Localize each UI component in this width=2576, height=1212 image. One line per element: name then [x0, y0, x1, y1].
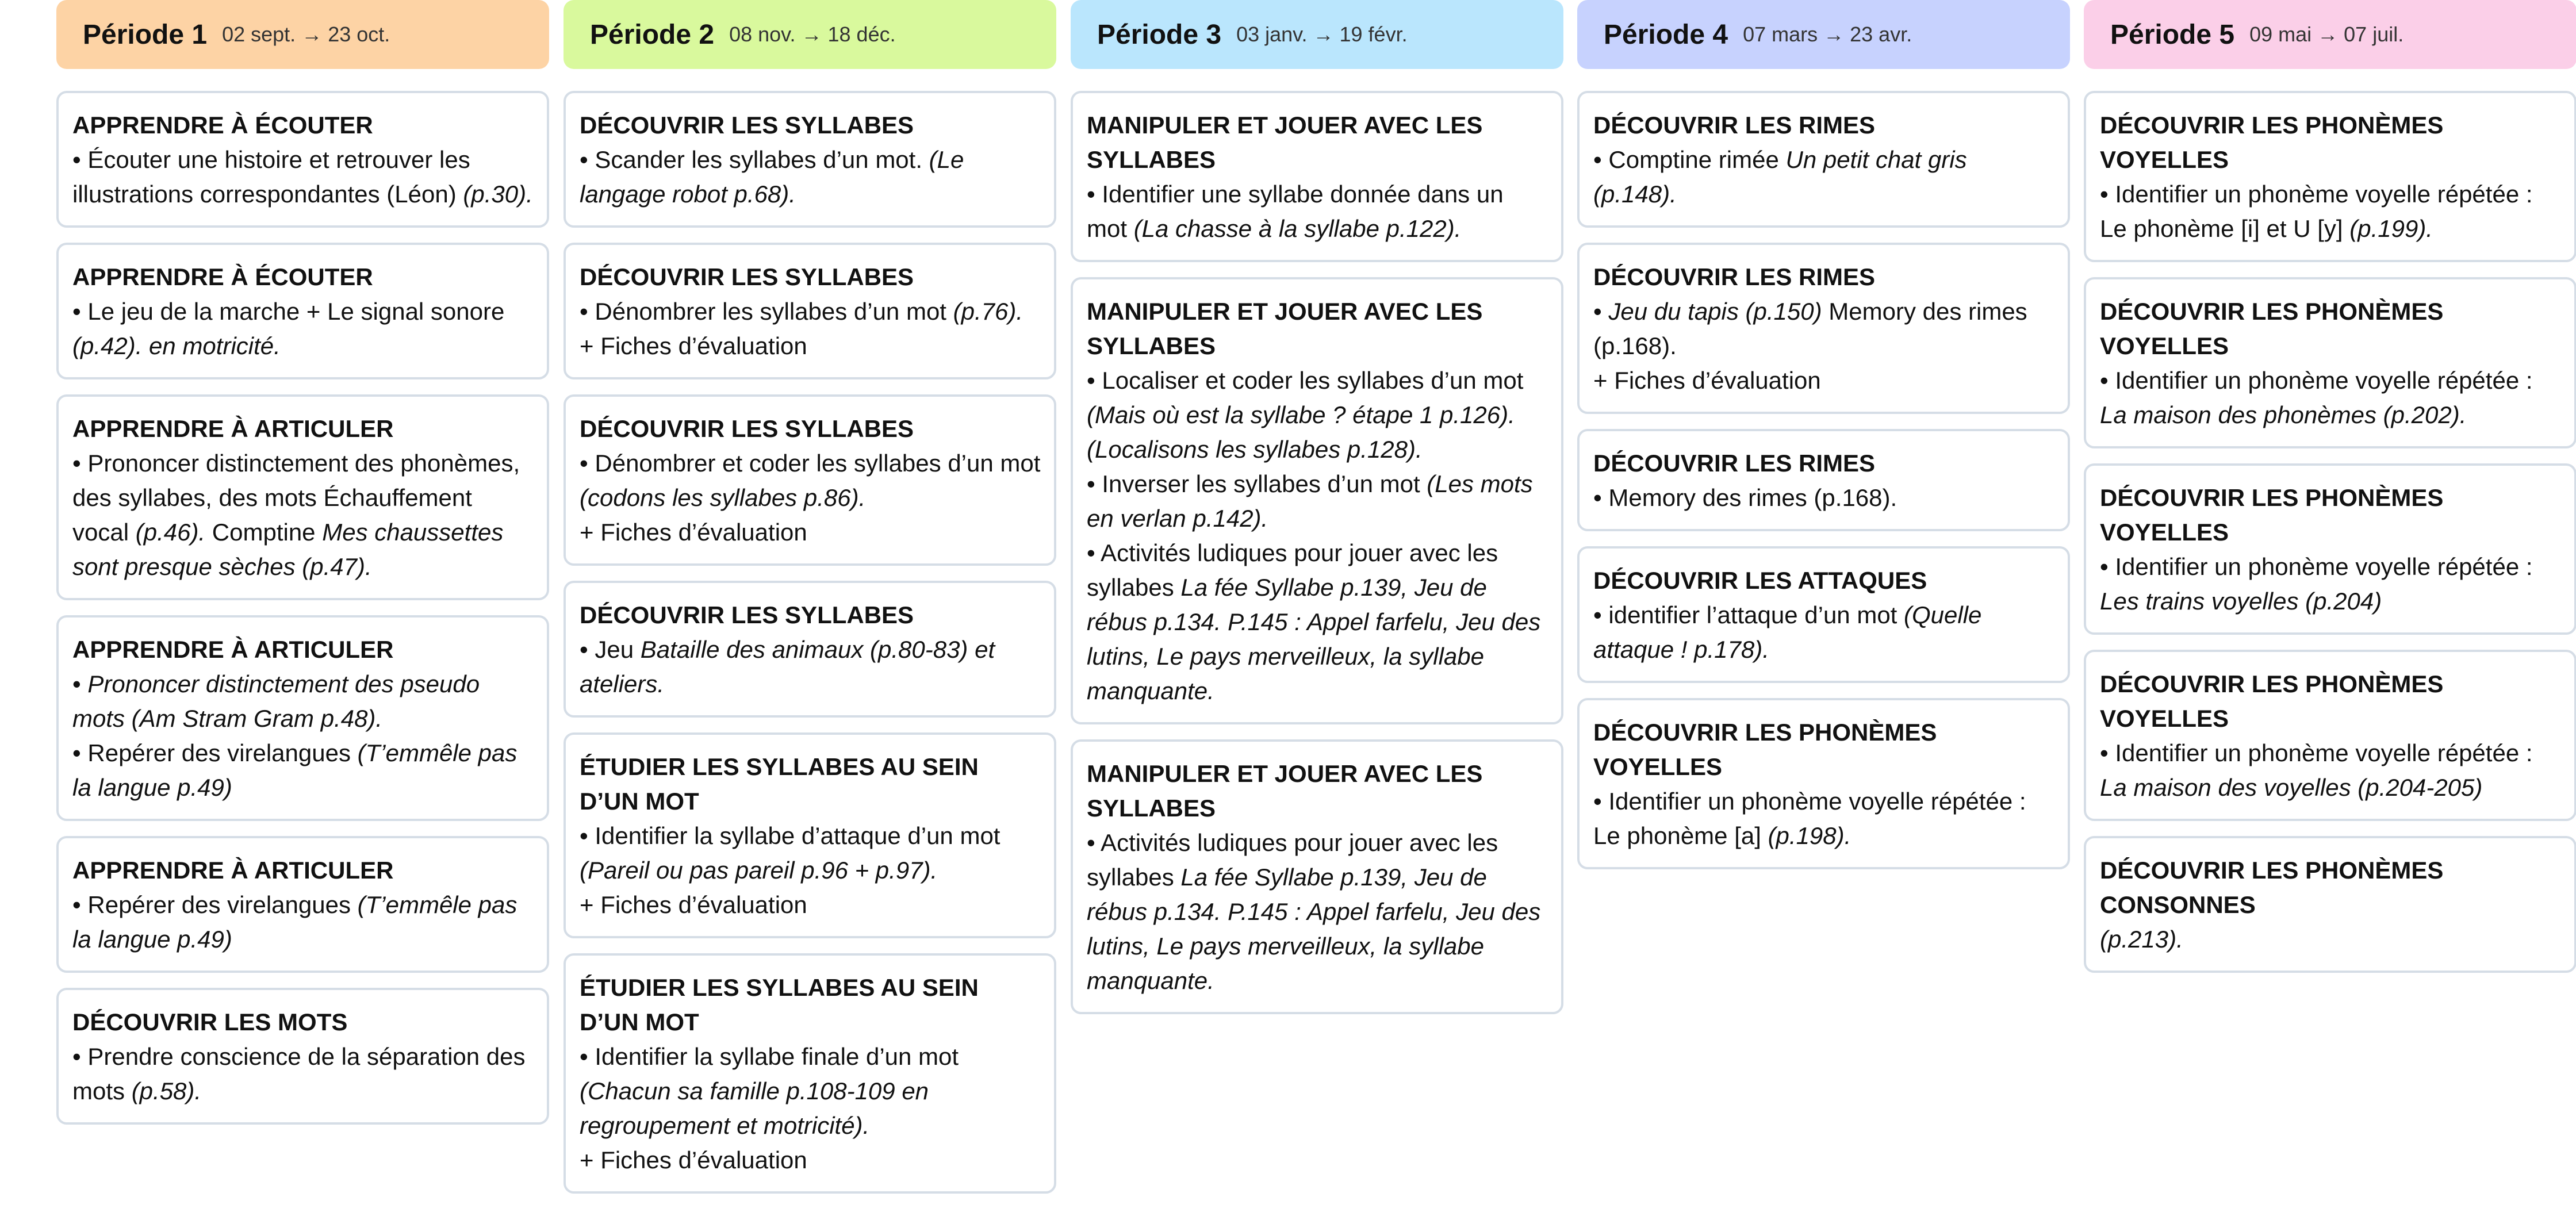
period-column-2: [564, 0, 1056, 1194]
lesson-card-line: [1593, 363, 2055, 398]
period-column-5: [2084, 0, 2576, 973]
lesson-card: [2084, 277, 2576, 448]
lesson-card: [2084, 836, 2576, 973]
body-text: • Identifier la syllabe finale d’un mot: [580, 1043, 959, 1070]
lesson-card: [56, 615, 549, 821]
body-text: Le phonème [i] et U [y]: [2100, 215, 2350, 242]
reference-text: Un petit chat gris (p.148).: [1593, 146, 1967, 208]
lesson-card: [1577, 429, 2070, 531]
lesson-card-title: MANIPULER ET JOUER AVEC LES SYLLABES: [1087, 112, 1483, 173]
reference-text: (codons les syllabes p.86).: [580, 484, 866, 511]
lesson-card-title: APPRENDRE À ÉCOUTER: [72, 112, 373, 139]
lesson-card-line: [1593, 598, 2055, 667]
reference-text: (p.198).: [1768, 822, 1851, 849]
lesson-card-line: [580, 632, 1041, 701]
lesson-card-line: [2100, 770, 2562, 805]
period-dates: 08 nov. → 18 déc.: [729, 22, 896, 46]
lesson-card: [56, 91, 549, 228]
lesson-card-title: APPRENDRE À ARTICULER: [72, 636, 394, 663]
lesson-card-line: [72, 888, 534, 957]
body-text: + Fiches d’évaluation: [1593, 367, 1821, 394]
lesson-card: [1071, 91, 1563, 262]
lesson-card: [56, 394, 549, 600]
body-text: + Fiches d’évaluation: [580, 332, 807, 359]
body-text: •: [72, 670, 88, 697]
lesson-card-line: [1593, 819, 2055, 853]
lesson-card-line: [2100, 363, 2562, 398]
body-text: • identifier l’attaque d’un mot: [1593, 601, 1904, 628]
lesson-card-title: DÉCOUVRIR LES SYLLABES: [580, 601, 914, 628]
lesson-card: [1577, 91, 2070, 228]
period-dates: 03 janv. → 19 févr.: [1236, 22, 1408, 46]
lesson-card-title: MANIPULER ET JOUER AVEC LES SYLLABES: [1087, 298, 1483, 359]
lesson-card-line: [580, 446, 1041, 515]
body-text: + Fiches d’évaluation: [580, 519, 807, 546]
period-dates: 02 sept. → 23 oct.: [222, 22, 390, 46]
body-text: • Dénombrer les syllabes d’un mot: [580, 298, 953, 325]
lesson-card-title: ÉTUDIER LES SYLLABES AU SEIN D’UN MOT: [580, 974, 979, 1035]
body-text: • Activités ludiques pour jouer avec les syllabes: [1087, 829, 1498, 891]
period-header: [2084, 0, 2576, 69]
lesson-card: [564, 581, 1056, 718]
reference-text: La maison des voyelles (p.204-205): [2100, 774, 2483, 801]
lesson-card-line: [1593, 481, 2055, 515]
period-column-4: [1577, 0, 2070, 869]
reference-text: La fée Syllabe p.139, Jeu de rébus p.134. P.145 : Appel farfelu, Jeu des lutins, Le pays merveilleux, la syllabe manquante.: [1087, 864, 1541, 994]
lesson-card-line: [1087, 826, 1548, 998]
lesson-card-line: [2100, 736, 2562, 770]
lesson-card: [564, 91, 1056, 228]
lesson-card-title: DÉCOUVRIR LES PHONÈMES VOYELLES: [1593, 719, 1937, 780]
card-list: [564, 91, 1056, 1194]
body-text: • Repérer des virelangues: [72, 891, 358, 918]
period-dates: 07 mars → 23 avr.: [1743, 22, 1912, 46]
reference-text: (p.30).: [463, 181, 533, 208]
lesson-card-title: DÉCOUVRIR LES PHONÈMES VOYELLES: [2100, 298, 2444, 359]
reference-text: (p.42). en motricité.: [72, 332, 281, 359]
lesson-card-line: [72, 667, 534, 736]
reference-text: La maison des phonèmes (p.202).: [2100, 401, 2467, 428]
reference-text: (p.213).: [2100, 926, 2183, 953]
lesson-card-title: DÉCOUVRIR LES RIMES: [1593, 112, 1876, 139]
body-text: • Prendre conscience de la séparation des mots: [72, 1043, 526, 1104]
lesson-card-line: [580, 1143, 1041, 1178]
lesson-card-line: [72, 143, 534, 212]
lesson-card-title: DÉCOUVRIR LES RIMES: [1593, 450, 1876, 477]
reference-text: Mes chaussettes sont presque sèches (p.47).: [72, 519, 504, 580]
lesson-card: [56, 836, 549, 973]
reference-text: (Le langage robot p.68).: [580, 146, 964, 208]
period-title: Période 2: [590, 19, 715, 50]
lesson-card-line: [2100, 398, 2562, 432]
lesson-card-title: DÉCOUVRIR LES PHONÈMES VOYELLES: [2100, 484, 2444, 546]
body-text: • Inverser les syllabes d’un mot: [1087, 470, 1427, 497]
lesson-card-title: DÉCOUVRIR LES SYLLABES: [580, 415, 914, 442]
reference-text: (p.199).: [2349, 215, 2433, 242]
lesson-card: [56, 243, 549, 379]
lesson-card: [56, 988, 549, 1125]
lesson-card-line: [2100, 550, 2562, 584]
body-text: • Identifier la syllabe d’attaque d’un mot: [580, 822, 1000, 849]
lesson-card-title: DÉCOUVRIR LES ATTAQUES: [1593, 567, 1927, 594]
body-text: • Le jeu de la marche + Le signal sonore: [72, 298, 505, 325]
lesson-card-line: [2100, 212, 2562, 246]
reference-text: (p.46).: [135, 519, 206, 546]
body-text: • Activités ludiques pour jouer avec les syllabes: [1087, 539, 1498, 601]
body-text: + Fiches d’évaluation: [580, 891, 807, 918]
lesson-card-title: DÉCOUVRIR LES PHONÈMES VOYELLES: [2100, 670, 2444, 732]
reference-text: Les trains voyelles (p.204): [2100, 588, 2382, 615]
lesson-card: [1577, 243, 2070, 414]
body-text: • Localiser et coder les syllabes d’un mot: [1087, 367, 1524, 394]
reference-text: (Mais où est la syllabe ? étape 1 p.126). (Localisons les syllabes p.128).: [1087, 401, 1515, 463]
reference-text: (La chasse à la syllabe p.122).: [1133, 215, 1462, 242]
lesson-card-line: [1087, 177, 1548, 246]
lesson-card-line: [72, 446, 534, 584]
lesson-card-line: [580, 819, 1041, 888]
lesson-card: [564, 394, 1056, 566]
reference-text: (Les mots en verlan p.142).: [1087, 470, 1533, 532]
period-title: Période 1: [83, 19, 208, 50]
lesson-card-title: APPRENDRE À ÉCOUTER: [72, 263, 373, 290]
body-text: • Jeu: [580, 636, 641, 663]
body-text: • Memory des rimes (p.168).: [1593, 484, 1897, 511]
body-text: Le phonème [a]: [1593, 822, 1768, 849]
card-list: [1577, 91, 2070, 869]
lesson-card-title: DÉCOUVRIR LES PHONÈMES VOYELLES: [2100, 112, 2444, 173]
body-text: • Identifier un phonème voyelle répétée :: [2100, 181, 2533, 208]
period-column-3: [1071, 0, 1563, 1014]
reference-text: (Chacun sa famille p.108-109 en regroupement et motricité).: [580, 1077, 929, 1139]
reference-text: (Pareil ou pas pareil p.96 + p.97).: [580, 857, 938, 884]
body-text: • Repérer des virelangues: [72, 739, 358, 766]
period-header: [56, 0, 549, 69]
period-title: Période 5: [2110, 19, 2235, 50]
period-column-1: [56, 0, 549, 1125]
lesson-card-line: [72, 1040, 534, 1109]
lesson-card: [2084, 91, 2576, 262]
body-text: • Dénombrer et coder les syllabes d’un mot: [580, 450, 1041, 477]
body-text: • Identifier un phonème voyelle répétée :: [1593, 788, 2026, 815]
body-text: • Comptine rimée: [1593, 146, 1786, 173]
reference-text: La fée Syllabe p.139, Jeu de rébus p.134. P.145 : Appel farfelu, Jeu des lutins, Le pays merveilleux, la syllabe manquante.: [1087, 574, 1541, 704]
lesson-card-line: [1087, 536, 1548, 708]
lesson-card-line: [72, 294, 534, 363]
lesson-card: [1071, 739, 1563, 1014]
period-header: [564, 0, 1056, 69]
lesson-card-title: MANIPULER ET JOUER AVEC LES SYLLABES: [1087, 760, 1483, 822]
lesson-card-line: [1593, 294, 2055, 363]
lesson-card-line: [1593, 143, 2055, 212]
body-text: • Écouter une histoire et retrouver les illustrations correspondantes (Léon): [72, 146, 470, 208]
lesson-card-line: [580, 888, 1041, 922]
lesson-card-line: [2100, 177, 2562, 212]
lesson-card: [1071, 277, 1563, 724]
lesson-card-line: [1087, 467, 1548, 536]
lesson-card-line: [580, 515, 1041, 550]
lesson-card: [564, 953, 1056, 1194]
lesson-card: [564, 732, 1056, 938]
lesson-card-title: DÉCOUVRIR LES SYLLABES: [580, 112, 914, 139]
body-text: • Identifier une syllabe donnée dans un mot: [1087, 181, 1504, 242]
period-dates: 09 mai → 07 juil.: [2249, 22, 2404, 46]
period-title: Période 4: [1604, 19, 1728, 50]
reference-text: (T’emmêle pas la langue p.49): [72, 739, 518, 801]
body-text: • Identifier un phonème voyelle répétée :: [2100, 553, 2533, 580]
period-title: Période 3: [1097, 19, 1222, 50]
lesson-card: [1577, 546, 2070, 683]
body-text: • Scander les syllabes d’un mot.: [580, 146, 929, 173]
lesson-card-line: [2100, 922, 2562, 957]
lesson-card-title: DÉCOUVRIR LES PHONÈMES CONSONNES: [2100, 857, 2444, 918]
lesson-card: [564, 243, 1056, 379]
card-list: [56, 91, 549, 1125]
lesson-card-line: [2100, 584, 2562, 619]
lesson-card-line: [1087, 363, 1548, 467]
period-header: [1071, 0, 1563, 69]
body-text: Comptine: [205, 519, 323, 546]
reference-text: (T’emmêle pas la langue p.49): [72, 891, 518, 953]
body-text: Memory des rimes (p.168).: [1593, 298, 2027, 359]
reference-text: (p.58).: [131, 1077, 202, 1104]
lesson-card: [1577, 698, 2070, 869]
lesson-card-title: APPRENDRE À ARTICULER: [72, 857, 394, 884]
body-text: • Identifier un phonème voyelle répétée :: [2100, 739, 2533, 766]
lesson-card-line: [580, 329, 1041, 363]
lesson-card-line: [580, 1040, 1041, 1143]
lesson-card-line: [1593, 784, 2055, 819]
lesson-card-line: [580, 294, 1041, 329]
body-text: + Fiches d’évaluation: [580, 1146, 807, 1173]
body-text: •: [1593, 298, 1609, 325]
period-header: [1577, 0, 2070, 69]
lesson-card-title: DÉCOUVRIR LES RIMES: [1593, 263, 1876, 290]
lesson-card-title: DÉCOUVRIR LES SYLLABES: [580, 263, 914, 290]
reference-text: Bataille des animaux (p.80-83) et ateliers.: [580, 636, 995, 697]
body-text: • Identifier un phonème voyelle répétée :: [2100, 367, 2533, 394]
card-list: [2084, 91, 2576, 973]
lesson-card-line: [580, 143, 1041, 212]
lesson-card-title: APPRENDRE À ARTICULER: [72, 415, 394, 442]
lesson-card: [2084, 463, 2576, 635]
reference-text: (p.76).: [953, 298, 1023, 325]
card-list: [1071, 91, 1563, 1014]
lesson-card-title: DÉCOUVRIR LES MOTS: [72, 1008, 348, 1035]
reference-text: Jeu du tapis (p.150): [1608, 298, 1822, 325]
lesson-card-line: [72, 736, 534, 805]
reference-text: (Quelle attaque ! p.178).: [1593, 601, 1982, 663]
lesson-card-title: ÉTUDIER LES SYLLABES AU SEIN D’UN MOT: [580, 753, 979, 815]
body-text: • Prononcer distinctement des phonèmes, des syllabes, des mots Échauffement vocal: [72, 450, 520, 546]
lesson-card: [2084, 650, 2576, 821]
reference-text: Prononcer distinctement des pseudo mots (Am Stram Gram p.48).: [72, 670, 480, 732]
